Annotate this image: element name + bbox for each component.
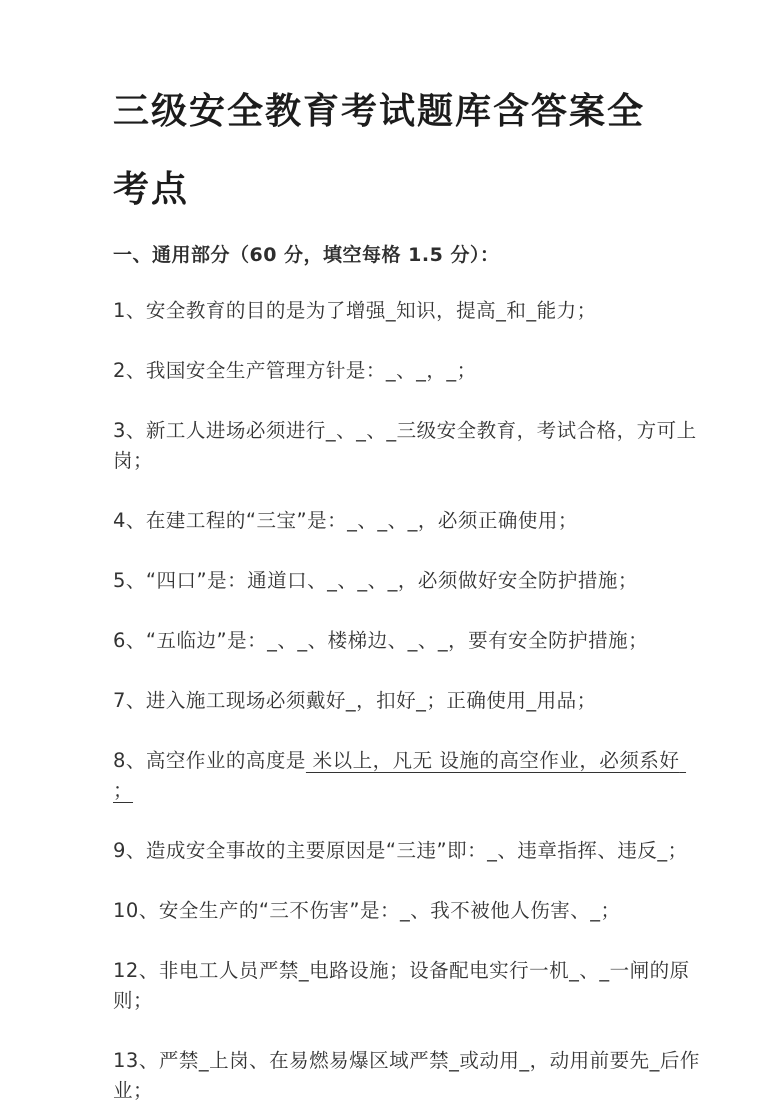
question-text: 12、非电工人员严禁_电路设施；设备配电实行一机_、_一闸的原则； (113, 959, 690, 1012)
question-item (113, 896, 705, 926)
question-underlined-text: 米以上，凡无 设施的高空作业，必须系好 ； (113, 749, 687, 802)
question-text: 13、严禁_上岗、在易燃易爆区域严禁_或动用_，动用前要先_后作业； (113, 1049, 700, 1102)
question-item (113, 746, 705, 806)
question-text: 4、在建工程的“三宝”是：_、_、_，必须正确使用； (113, 509, 578, 532)
question-text: 6、“五临边”是：_、_、楼梯边、_、_，要有安全防护措施； (113, 629, 649, 652)
question-item (113, 506, 705, 536)
question-text: 5、“四口”是：通道口、_、_、_，必须做好安全防护措施； (113, 569, 638, 592)
question-text: 1、安全教育的目的是为了增强_知识，提高_和_能力； (113, 299, 597, 322)
question-list (113, 296, 705, 1106)
question-item (113, 416, 705, 476)
question-item (113, 956, 705, 1016)
question-text: 2、我国安全生产管理方针是：_、_，_； (113, 359, 477, 382)
question-text: 8、高空作业的高度是 (113, 749, 306, 772)
question-text: 7、进入施工现场必须戴好_，扣好_；正确使用_用品； (113, 689, 597, 712)
question-text: 3、新工人进场必须进行_、_、_三级安全教育，考试合格，方可上岗； (113, 419, 697, 472)
question-item (113, 686, 705, 716)
question-text: 9、造成安全事故的主要原因是“三违”即：_、违章指挥、违反_； (113, 839, 688, 862)
question-item (113, 356, 705, 386)
question-item (113, 626, 705, 656)
question-item (113, 836, 705, 866)
section-heading: 一、通用部分（60 分，填空每格 1.5 分）： (113, 244, 500, 266)
question-item (113, 1046, 705, 1106)
question-item (113, 296, 705, 326)
question-text: 10、安全生产的“三不伤害”是：_、我不被他人伤害、_； (113, 899, 621, 922)
document-title: 三级安全教育考试题库含答案全考点 (113, 90, 646, 210)
question-item (113, 566, 705, 596)
